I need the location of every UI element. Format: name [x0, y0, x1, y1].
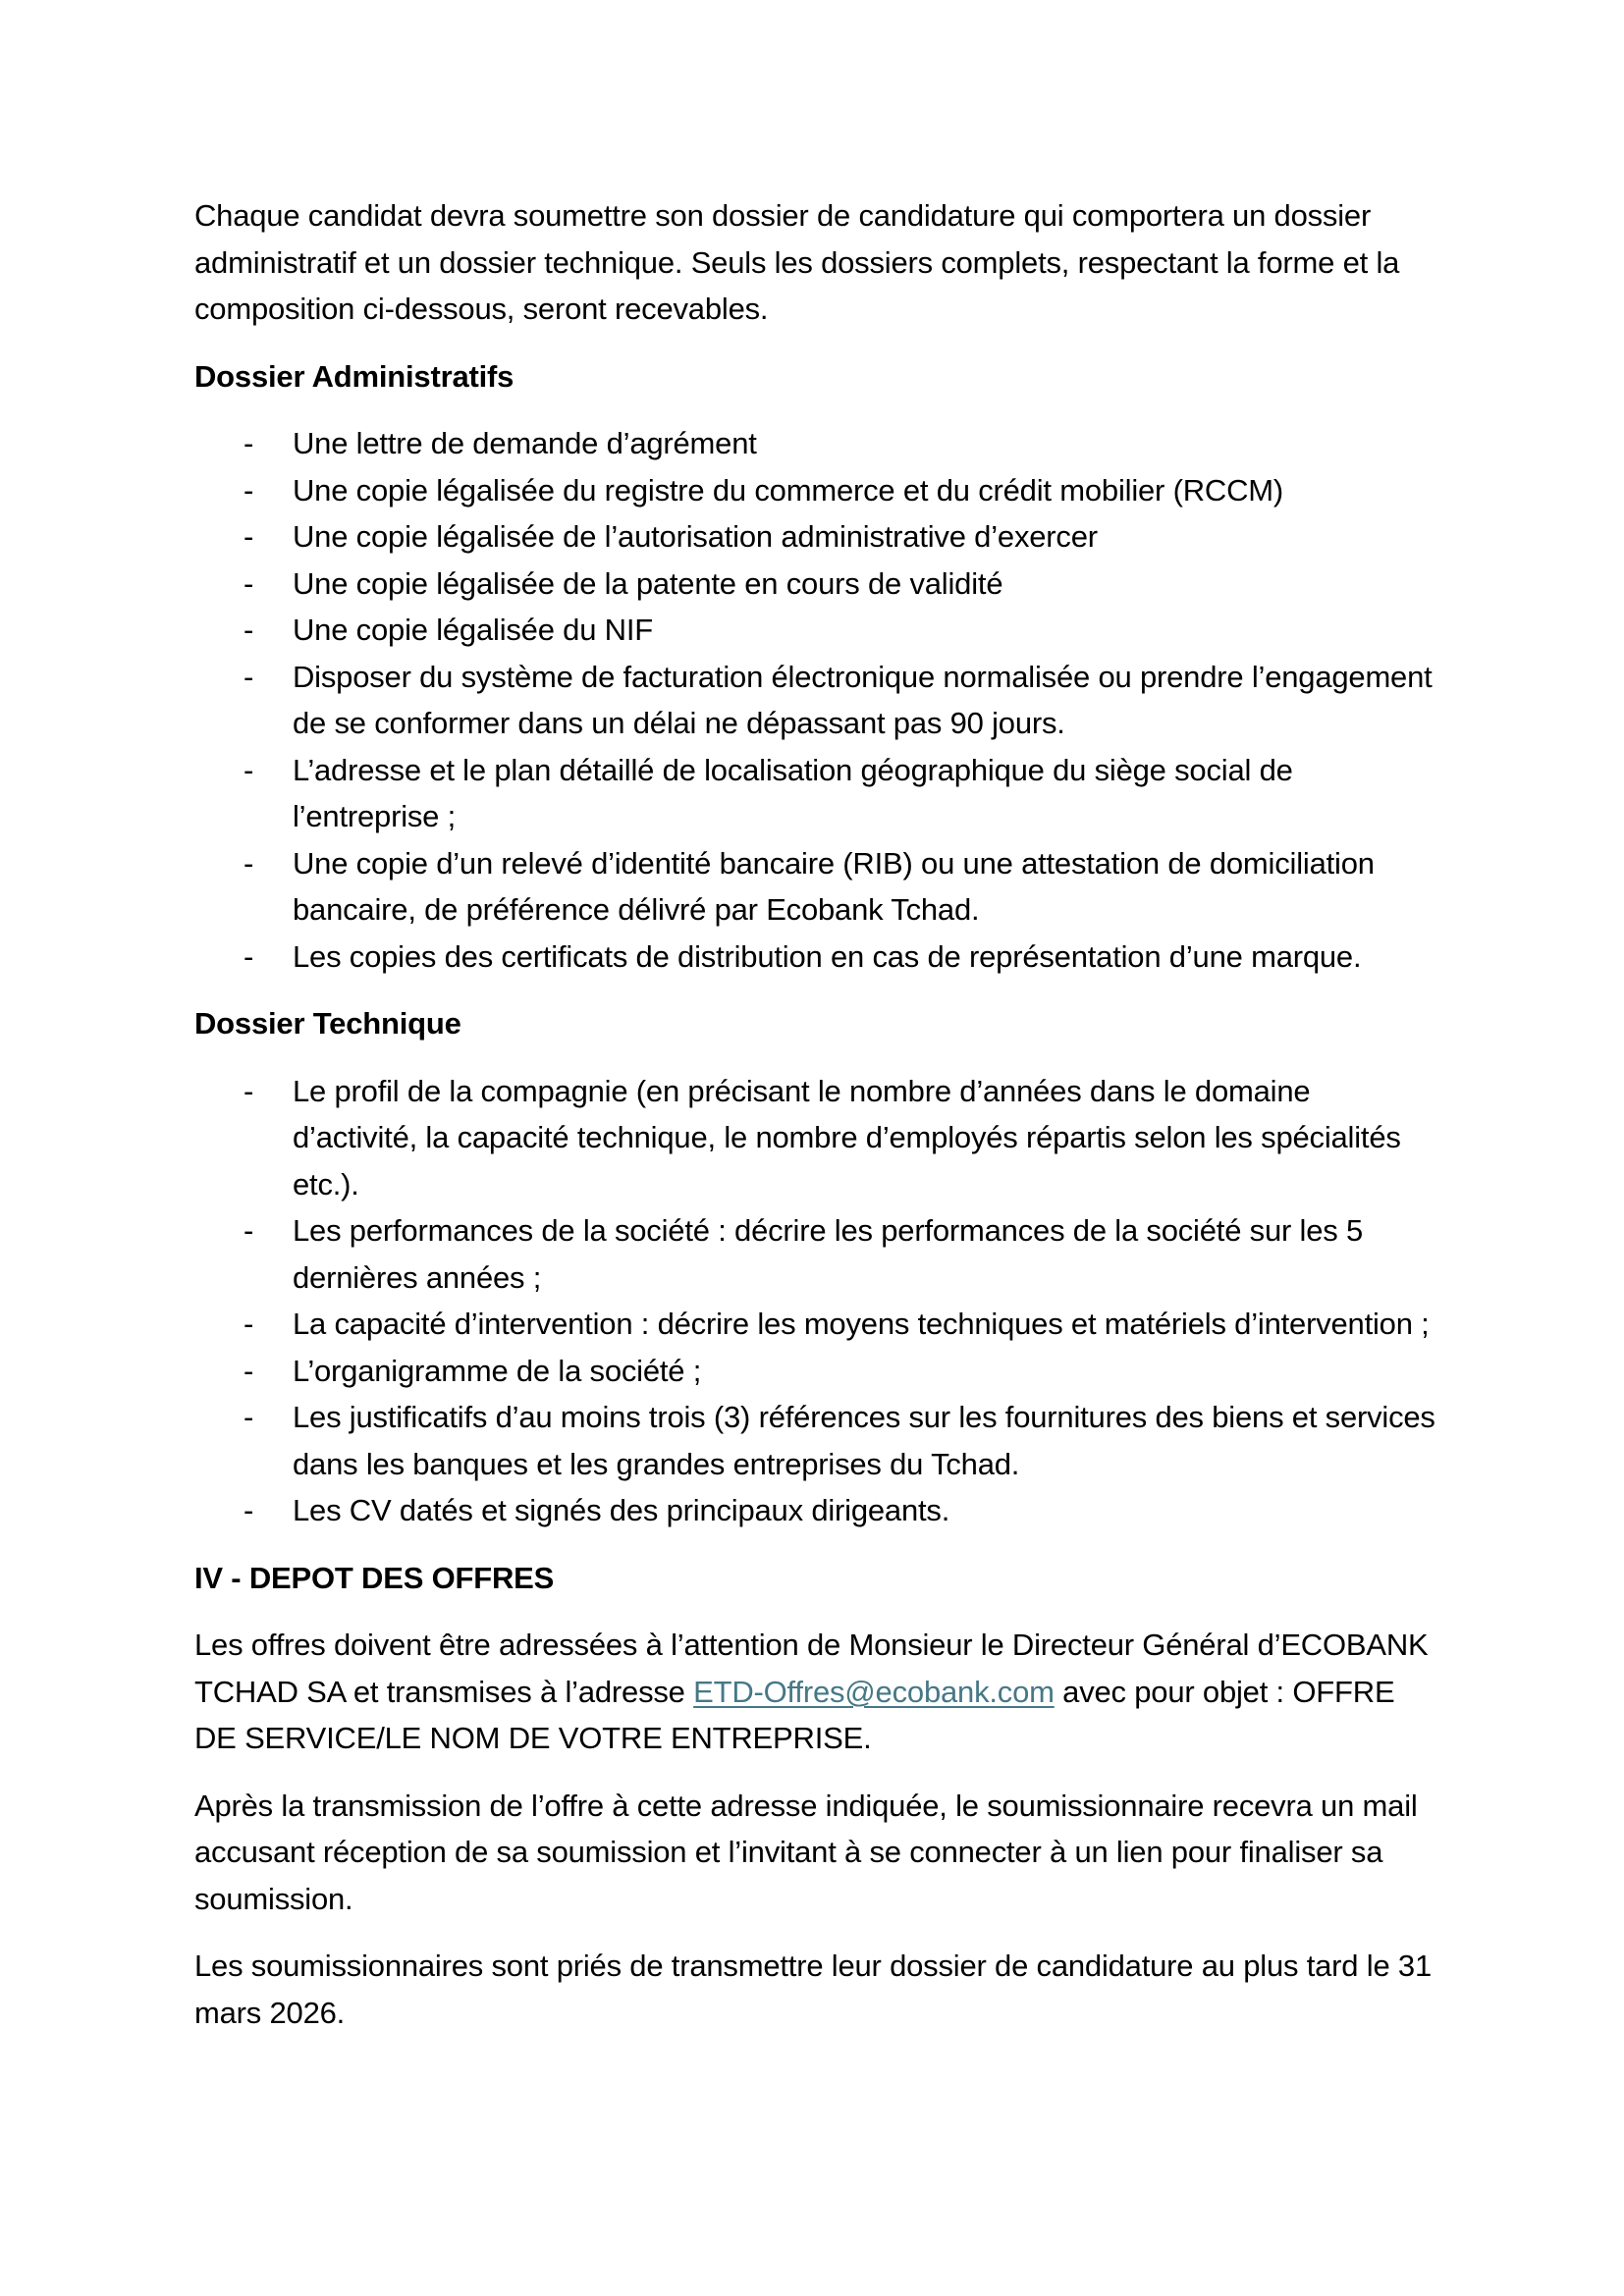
technique-list: [194, 1068, 1441, 1534]
dash-bullet-icon: -: [244, 519, 254, 554]
dash-bullet-icon: -: [244, 1073, 254, 1108]
email-link[interactable]: ETD-Offres@ecobank.com: [693, 1674, 1055, 1709]
list-item-text: Une copie légalisée de la patente en cours de validité: [293, 565, 1003, 601]
list-item-text: Les justificatifs d’au moins trois (3) références sur les fournitures des biens et services dans les banques et les grandes entreprises du Tchad.: [293, 1400, 1435, 1481]
depot-paragraph-confirmation: Après la transmission de l’offre à cette adresse indiquée, le soumissionnaire recevra un mail accusant réception de sa soumission et l’invitant à se connecter à un lien pour finaliser sa soumission.: [194, 1788, 1418, 1916]
list-item: [194, 1301, 1441, 1348]
list-item: [194, 840, 1441, 934]
dash-bullet-icon: -: [244, 426, 254, 460]
depot-text-after-link: avec pour objet : OFFRE DE SERVICE/LE NOM DE VOTRE ENTREPRISE.: [194, 1674, 1395, 1755]
list-item-text: L’organigramme de la société ;: [293, 1353, 702, 1388]
list-item-text: Une copie légalisée du NIF: [293, 613, 654, 647]
depot-paragraph-deadline: Les soumissionnaires sont priés de transmettre leur dossier de candidature au plus tard le 31 mars 2026.: [194, 1949, 1432, 2030]
dash-bullet-icon: -: [244, 565, 254, 601]
list-item: [194, 467, 1441, 514]
list-item: [194, 607, 1441, 654]
list-item-text: La capacité d’intervention : décrire les moyens techniques et matériels d’intervention ;: [293, 1307, 1430, 1341]
dash-bullet-icon: -: [244, 845, 254, 881]
administratif-list: [194, 420, 1441, 980]
list-item-text: Une copie légalisée de l’autorisation administrative d’exercer: [293, 519, 1098, 554]
list-item: [194, 654, 1441, 747]
depot-paragraph-address: [194, 1622, 1441, 1762]
list-item: [194, 747, 1441, 840]
list-item-text: Les copies des certificats de distribution en cas de représentation d’une marque.: [293, 938, 1362, 974]
list-item-text: Une copie légalisée du registre du commerce et du crédit mobilier (RCCM): [293, 472, 1284, 507]
list-item-text: Les performances de la société : décrire les performances de la société sur les 5 dernières années ;: [293, 1213, 1364, 1295]
dash-bullet-icon: -: [244, 752, 254, 787]
list-item-text: Une copie d’un relevé d’identité bancaire (RIB) ou une attestation de domiciliation bancaire, de préférence délivré par Ecobank Tchad.: [293, 845, 1375, 927]
heading-dossier-administratifs: Dossier Administratifs: [194, 358, 514, 394]
heading-dossier-technique: Dossier Technique: [194, 1006, 461, 1041]
dash-bullet-icon: -: [244, 938, 254, 974]
dash-bullet-icon: -: [244, 659, 254, 694]
list-item: [194, 420, 1441, 467]
list-item: [194, 934, 1441, 981]
dash-bullet-icon: -: [244, 1213, 254, 1248]
dash-bullet-icon: -: [244, 472, 254, 507]
list-item-text: L’adresse et le plan détaillé de localisation géographique du siège social de l’entreprise ;: [293, 752, 1293, 833]
list-item-text: Le profil de la compagnie (en précisant le nombre d’années dans le domaine d’activité, la capacité technique, le nombre d’employés répartis selon les spécialités etc.).: [293, 1073, 1401, 1201]
dash-bullet-icon: -: [244, 1353, 254, 1388]
dash-bullet-icon: -: [244, 1493, 254, 1527]
heading-depot-des-offres: IV - DEPOT DES OFFRES: [194, 1560, 555, 1595]
list-item: [194, 561, 1441, 608]
list-item-text: Les CV datés et signés des principaux dirigeants.: [293, 1493, 950, 1527]
dash-bullet-icon: -: [244, 1307, 254, 1341]
list-item: [194, 1394, 1441, 1487]
depot-text-before-link: Les offres doivent être adressées à l’attention de Monsieur le Directeur Général d’ECOBANK TCHAD SA et transmises à l’adresse: [194, 1628, 1429, 1709]
list-item-text: Une lettre de demande d’agrément: [293, 426, 757, 460]
dash-bullet-icon: -: [244, 613, 254, 647]
list-item-text: Disposer du système de facturation électronique normalisée ou prendre l’engagement de se conformer dans un délai ne dépassant pas 90 jours.: [293, 659, 1433, 740]
list-item: [194, 1068, 1441, 1208]
intro-paragraph: Chaque candidat devra soumettre son dossier de candidature qui comportera un dossier administratif et un dossier technique. Seuls les dossiers complets, respectant la forme et la composition ci-dessous, seront recevables.: [194, 198, 1400, 326]
list-item: [194, 1487, 1441, 1534]
dash-bullet-icon: -: [244, 1400, 254, 1434]
list-item: [194, 1348, 1441, 1395]
document-page: [194, 192, 1441, 2056]
list-item: [194, 1207, 1441, 1301]
list-item: [194, 513, 1441, 561]
